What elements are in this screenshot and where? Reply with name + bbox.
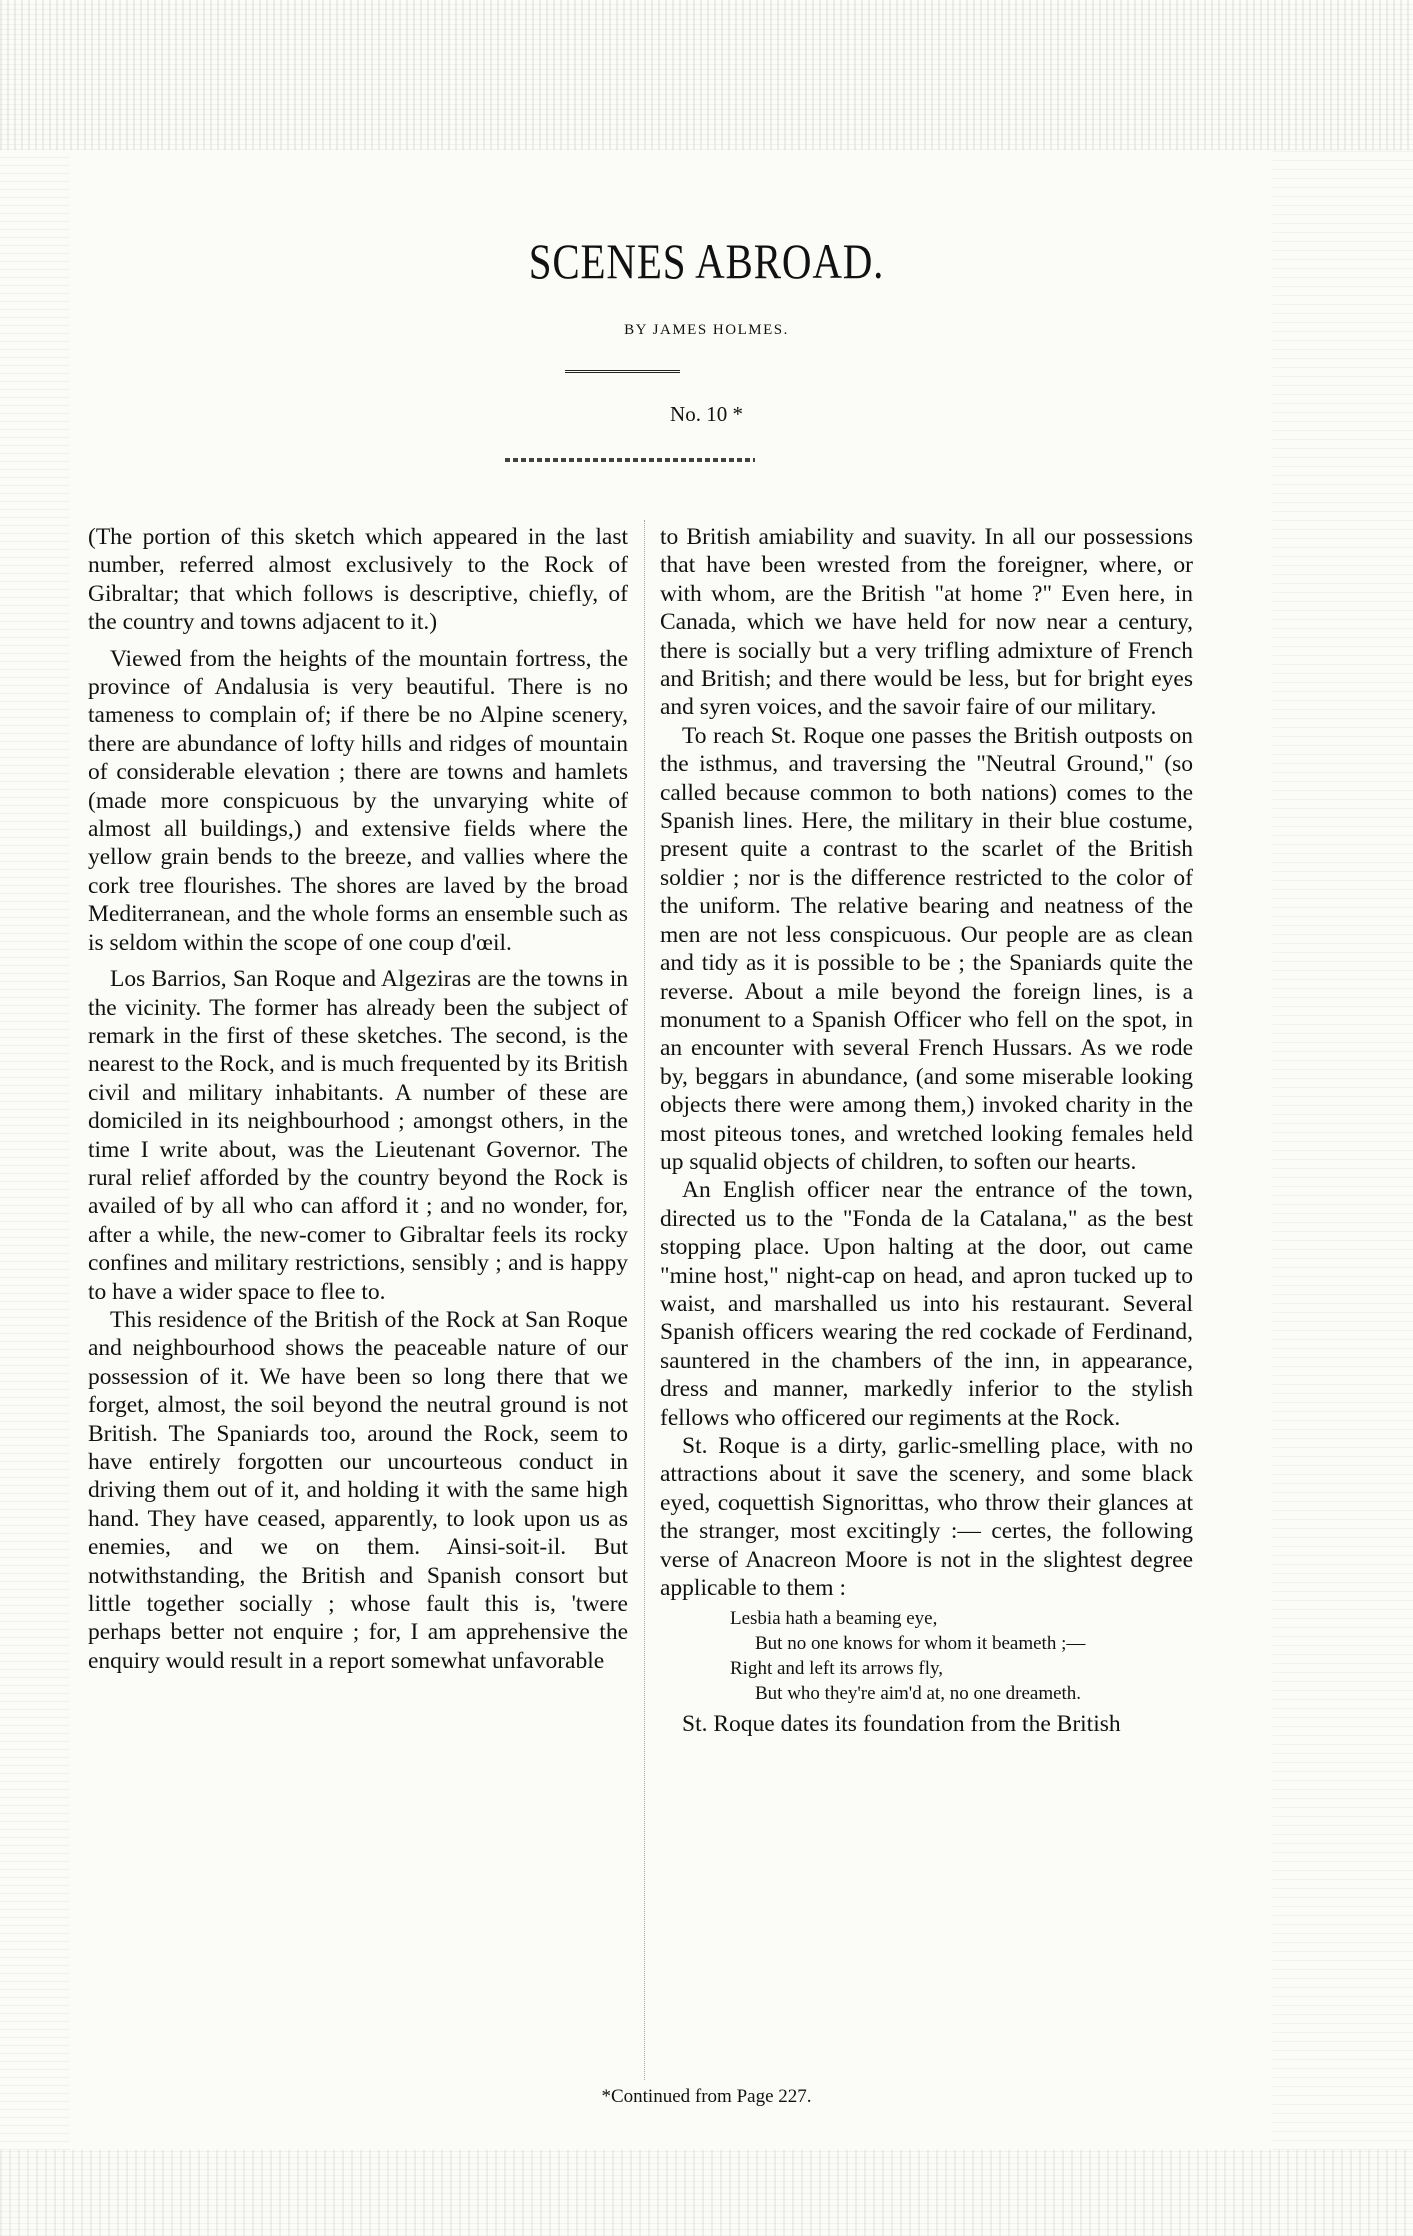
verse-line: But no one knows for whom it beameth ;— (755, 1633, 1086, 1655)
intro-note: (The portion of this sketch which appeared in the last number, referred almost exclusively to the Rock of Gibraltar; that which follows is descriptive, chiefly, of the country and towns adjacent to it.) (88, 524, 628, 636)
title-rule (565, 370, 680, 373)
column-divider (644, 520, 645, 2080)
paragraph: Los Barrios, San Roque and Algeziras are the towns in the vicinity. The former has already been the subject of remark in the first of these sketches. The second, is the nearest to the Rock, and is much frequented by its British civil and military inhabitants. A number of these are domiciled in its neighbourhood ; amongst others, in the time I write about, was the Lieutenant Governor. The rural relief afforded by the country beyond the Rock is availed of by all who can afford it ; and no wonder, for, after a while, the new-comer to Gibraltar feels its rocky confines and military restrictions, sensibly ; and is happy to have a wider space to flee to. (88, 966, 628, 1305)
left-column (88, 523, 628, 1675)
verse-line: But who they're aim'd at, no one dreameth. (755, 1683, 1082, 1705)
right-column (660, 523, 1193, 1739)
verse-line: Lesbia hath a beaming eye, (730, 1608, 938, 1630)
scan-noise-bottom (0, 2150, 1413, 2236)
scan-noise-top (0, 0, 1413, 150)
paragraph: St. Roque is a dirty, garlic-smelling place, with no attractions about it save the scenery, and some black eyed, coquettish Signorittas, who throw their glances at the stranger, most excitingly :— certes, the following verse of Anacreon Moore is not in the slightest degree applicable to them : (660, 1433, 1193, 1602)
article-byline: BY JAMES HOLMES. (624, 322, 789, 338)
verse-line: Right and left its arrows fly, (730, 1658, 944, 1680)
ornamental-rule (505, 458, 755, 462)
paragraph: An English officer near the entrance of the town, directed us to the "Fonda de la Catalana," as the best stopping place. Upon halting at the door, out came "mine host," night-cap on head, and apron tucked up to waist, and marshalled us into his restaurant. Several Spanish officers wearing the red cockade of Ferdinand, sauntered in the chambers of the inn, in appearance, dress and manner, markedly inferior to the stylish fellows who officered our regiments at the Rock. (660, 1177, 1193, 1431)
article-number: No. 10 * (670, 402, 743, 426)
paragraph: To reach St. Roque one passes the British outposts on the isthmus, and traversing the "Neutral Ground," (so called because common to both nations) comes to the Spanish lines. Here, the military in their blue costume, present quite a contrast to the scarlet of the British soldier ; nor is the difference restricted to the color of the uniform. The relative bearing and neatness of the men are not less conspicuous. Our people are as clean and tidy as it is possible to be ; the Spaniards quite the reverse. About a mile beyond the foreign lines, is a monument to a Spanish Officer who fell on the spot, in an encounter with several French Hussars. As we rode by, beggars in abundance, (and some miserable looking objects there were among them,) invoked charity in the most piteous tones, and wretched looking females held up squalid objects of children, to soften our hearts. (660, 722, 1193, 1175)
scan-noise-right (1273, 150, 1413, 2150)
footnote: *Continued from Page 227. (601, 2086, 812, 2107)
verse-quote (660, 1606, 1193, 1706)
paragraph: This residence of the British of the Rock at San Roque and neighbourhood shows the peaceable nature of our possession of it. We have been so long there that we forget, almost, the soil beyond the neutral ground is not British. The Spaniards too, around the Rock, seem to have entirely forgotten our uncourteous conduct in driving them out of it, and holding it with the same high hand. They have ceased, apparently, to look upon us as enemies, and we on them. Ainsi-soit-il. But notwithstanding, the British and Spanish consort but little together socially ; whose fault this is, 'twere perhaps better not enquire ; for, I am apprehensive the enquiry would result in a report somewhat unfavorable (88, 1306, 628, 1674)
article-title: SCENES ABROAD. (528, 233, 885, 289)
paragraph: to British amiability and suavity. In all our possessions that have been wrested from the foreigner, where, or with whom, are the British "at home ?" Even here, in Canada, which we have held for now near a century, there is socially but a very trifling admixture of French and British; and there would be less, but for bright eyes and syren voices, and the savoir faire of our military. (660, 524, 1193, 721)
scan-noise-left (0, 150, 70, 2150)
closing-line: St. Roque dates its foundation from the British (682, 1711, 1121, 1738)
paragraph: Viewed from the heights of the mountain fortress, the province of Andalusia is very beautiful. There is no tameness to complain of; if there be no Alpine scenery, there are abundance of lofty hills and ridges of mountain of considerable elevation ; there are towns and hamlets (made more conspicuous by the unvarying white of almost all buildings,) and extensive fields where the yellow grain bends to the breeze, and vallies where the cork tree flourishes. The shores are laved by the broad Mediterranean, and the whole forms an ensemble such as is seldom within the scope of one coup d'œil. (88, 645, 628, 956)
